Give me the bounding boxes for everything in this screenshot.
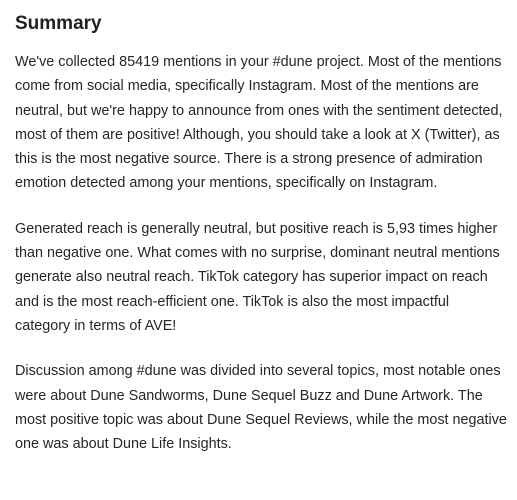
summary-paragraph-topics: Discussion among #dune was divided into several topics, most notable ones were about Dune Sandworms, Dune Sequel Buzz and Dune Artwork. The most positive topic was about Dune Sequel Reviews, while the most negative one was about Dune Life Insights. [15,363,507,453]
summary-paragraph-mentions: We've collected 85419 mentions in your #dune project. Most of the mentions come from social media, specifically Instagram. Most of the mentions are neutral, but we're happy to announce from ones with the sentiment detected, most of them are positive! Although, you should take a look at X (Twitter), as this is the most negative source. There is a strong presence of admiration emotion detected among your mentions, specifically on Instagram. [15,54,503,192]
summary-paragraph-reach: Generated reach is generally neutral, but positive reach is 5,93 times higher than negative one. What comes with no surprise, dominant neutral mentions generate also neutral reach. TikTok category has superior impact on reach and is the most reach-efficient one. TikTok is also the most impactful category in terms of AVE! [15,220,500,334]
summary-title: Summary [15,13,102,34]
